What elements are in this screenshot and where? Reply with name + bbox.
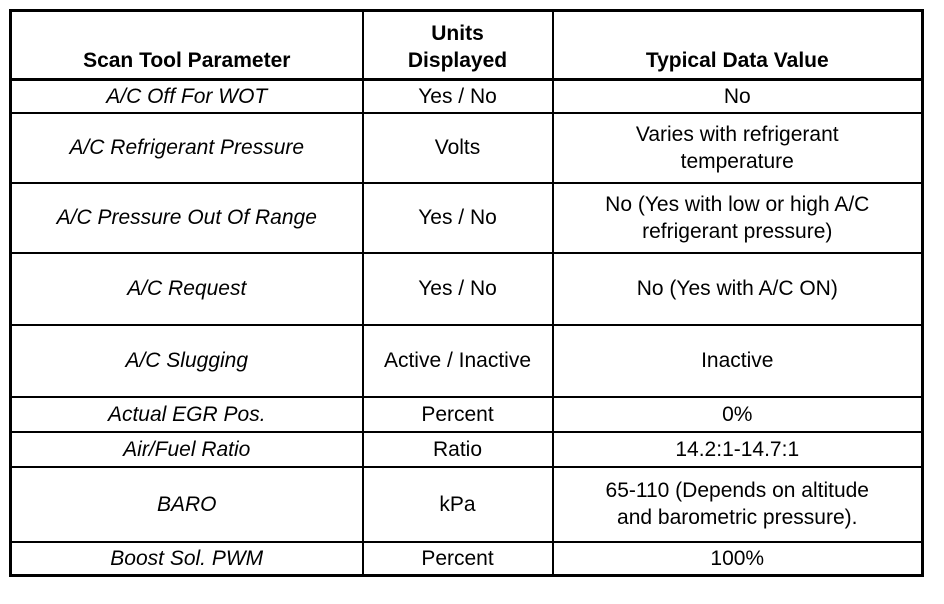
- table-row: [11, 432, 923, 467]
- table-row: [11, 542, 923, 576]
- parameter-cell: Actual EGR Pos.: [11, 397, 363, 432]
- typical-value-line: and barometric pressure).: [617, 506, 858, 529]
- table-row: [11, 325, 923, 397]
- units-cell: kPa: [363, 467, 553, 542]
- units-cell: Volts: [363, 113, 553, 183]
- header-units-displayed: [363, 11, 553, 80]
- typical-value-line: Varies with refrigerant: [635, 122, 839, 146]
- scan-tool-data-table: [9, 9, 924, 577]
- table-row: [11, 183, 923, 253]
- typical-value-cell: [553, 467, 923, 542]
- parameter-cell: A/C Pressure Out Of Range: [11, 183, 363, 253]
- table-row: [11, 253, 923, 325]
- header-row: [11, 11, 923, 80]
- table-row: [11, 467, 923, 542]
- typical-value-cell: [553, 432, 923, 467]
- units-cell: Ratio: [363, 432, 553, 467]
- parameter-cell: BARO: [11, 467, 363, 542]
- units-cell: Yes / No: [363, 80, 553, 113]
- typical-value-line: 100%: [710, 546, 765, 570]
- typical-value-cell: [553, 113, 923, 183]
- parameter-cell: Air/Fuel Ratio: [11, 432, 363, 467]
- units-cell: Yes / No: [363, 253, 553, 325]
- table-row: [11, 80, 923, 113]
- units-cell: Percent: [363, 542, 553, 576]
- parameter-cell: A/C Slugging: [11, 325, 363, 397]
- header-typical-data-value: Typical Data Value: [553, 11, 923, 80]
- typical-value-line: refrigerant pressure): [642, 219, 833, 243]
- typical-value-cell: [553, 80, 923, 113]
- typical-value-line: temperature: [680, 149, 794, 173]
- typical-value-line: No: [723, 84, 751, 108]
- header-units-line1: Units: [431, 22, 484, 45]
- typical-value-line: No (Yes with low or high A/C: [605, 192, 870, 216]
- header-scan-tool-parameter: Scan Tool Parameter: [11, 11, 363, 80]
- units-cell: Percent: [363, 397, 553, 432]
- typical-value-line: 14.2:1-14.7:1: [675, 437, 800, 461]
- typical-value-line: No (Yes with A/C ON): [636, 277, 838, 300]
- table-row: [11, 397, 923, 432]
- parameter-cell: A/C Request: [11, 253, 363, 325]
- typical-value-cell: [553, 397, 923, 432]
- typical-value-line: 65-110 (Depends on altitude: [605, 479, 869, 502]
- typical-value-line: Inactive: [701, 349, 774, 372]
- typical-value-cell: [553, 183, 923, 253]
- typical-value-cell: [553, 325, 923, 397]
- typical-value-line: 0%: [722, 402, 753, 426]
- typical-value-cell: [553, 253, 923, 325]
- parameter-cell: A/C Off For WOT: [11, 80, 363, 113]
- header-units-line2: Displayed: [407, 49, 508, 72]
- parameter-cell: Boost Sol. PWM: [11, 542, 363, 576]
- parameter-cell: A/C Refrigerant Pressure: [11, 113, 363, 183]
- units-cell: Yes / No: [363, 183, 553, 253]
- units-cell: Active / Inactive: [363, 325, 553, 397]
- typical-value-cell: [553, 542, 923, 576]
- table-row: [11, 113, 923, 183]
